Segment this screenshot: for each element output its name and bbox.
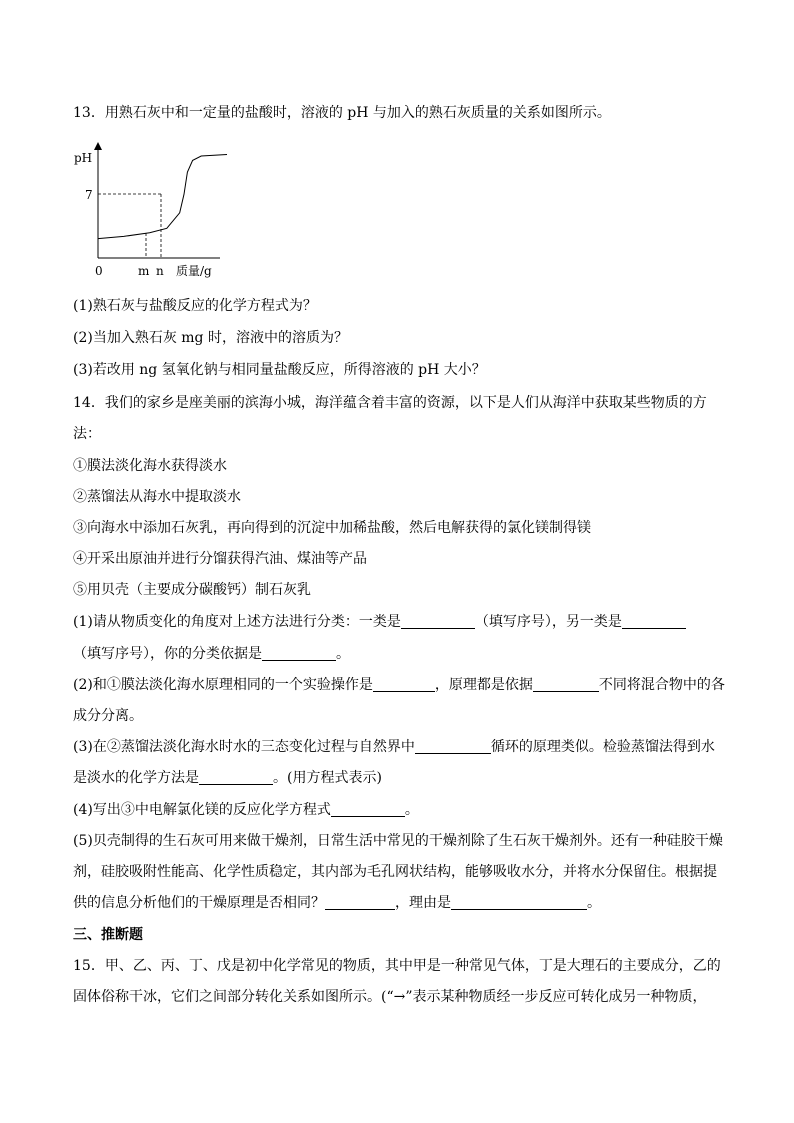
q15-line2: 固体俗称干冰，它们之间部分转化关系如图所示。(“→”表示某种物质经一步反应可转化成另一种物质， xyxy=(73,989,707,1005)
text: (4)写出③中电解氯化镁的反应化学方程式 xyxy=(73,802,331,818)
ph-chart xyxy=(70,138,230,286)
q13-sub2: (2)当加入熟石灰 mg 时，溶液中的溶质为？ xyxy=(73,330,348,346)
q14-part4 xyxy=(73,800,419,820)
q14-part3-line2 xyxy=(73,768,382,788)
text: (2)和①膜法淡化海水原理相同的一个实验操作是 xyxy=(73,677,373,693)
ph-curve xyxy=(98,155,227,239)
text: (1)请从物质变化的角度对上述方法进行分类：一类是 xyxy=(73,614,401,630)
answer-blank[interactable] xyxy=(622,614,686,629)
text: 。 xyxy=(404,802,419,818)
text: ，理由是 xyxy=(395,895,451,911)
y-axis-arrow xyxy=(94,142,102,150)
q15-line1: 15．甲、乙、丙、丁、戊是初中化学常见的物质，其中甲是一种常见气体，丁是大理石的主要成分，乙的 xyxy=(73,958,721,974)
q14-stem-line1: 14．我们的家乡是座美丽的滨海小城，海洋蕴含着丰富的资源，以下是人们从海洋中获取某些物质的方 xyxy=(73,395,707,411)
answer-blank[interactable] xyxy=(373,677,435,692)
text: 。 xyxy=(336,646,350,662)
q14-part1-line2 xyxy=(73,644,350,664)
q14-part2-line2: 成分分离。 xyxy=(73,708,143,724)
text: 不同将混合物中的各 xyxy=(598,677,725,693)
method-4: ④开采出原油并进行分馏获得汽油、煤油等产品 xyxy=(73,551,367,567)
text: 是淡水的化学方法是 xyxy=(73,770,199,786)
y-axis-label: pH xyxy=(74,151,93,165)
q13-stem: 13．用熟石灰中和一定量的盐酸时，溶液的 pH 与加入的熟石灰质量的关系如图所示。 xyxy=(73,105,611,121)
answer-blank[interactable] xyxy=(451,895,587,910)
section-title: 三、推断题 xyxy=(73,927,143,943)
method-3: ③向海水中添加石灰乳，再向得到的沉淀中加稀盐酸，然后电解获得的氯化镁制得镁 xyxy=(73,520,591,536)
answer-blank[interactable] xyxy=(533,677,599,692)
q14-part5-line2: 剂，硅胶吸附性能高、化学性质稳定，其内部为毛孔网状结构，能够吸收水分，并将水分保留住。根据提 xyxy=(73,864,717,880)
text: (3)在②蒸馏法淡化海水时水的三态变化过程与自然界中 xyxy=(73,739,415,755)
method-5: ⑤用贝壳（主要成分碳酸钙）制石灰乳 xyxy=(73,582,311,598)
answer-blank[interactable] xyxy=(262,646,336,661)
text: （填写序号），你的分类依据是 xyxy=(73,646,262,662)
answer-blank[interactable] xyxy=(199,770,273,785)
text: 。(用方程式表示) xyxy=(273,770,382,786)
q13-sub1: (1)熟石灰与盐酸反应的化学方程式为？ xyxy=(73,298,317,314)
q14-part5-line3 xyxy=(73,893,601,913)
q13-sub3: (3)若改用 ng 氢氧化钠与相同量盐酸反应，所得溶液的 pH 大小？ xyxy=(73,362,486,378)
q14-part5-line1: (5)贝壳制得的生石灰可用来做干燥剂，日常生活中常见的干燥剂除了生石灰干燥剂外。还有一种硅胶干燥 xyxy=(73,833,723,849)
q14-stem-line2: 法： xyxy=(73,426,101,442)
text: 循环的原理类似。检验蒸馏法得到水 xyxy=(490,739,715,755)
text: ，原理都是依据 xyxy=(434,677,533,693)
answer-blank[interactable] xyxy=(415,739,491,754)
q14-part3-line1 xyxy=(73,737,715,757)
text: 供的信息分析他们的干燥原理是否相同？ xyxy=(73,895,325,911)
answer-blank[interactable] xyxy=(331,802,405,817)
answer-blank[interactable] xyxy=(325,895,395,910)
text: （填写序号），另一类是 xyxy=(474,614,622,630)
y-marker-label: 7 xyxy=(85,188,93,202)
method-1: ①膜法淡化海水获得淡水 xyxy=(73,458,227,474)
x-marker-label-m: m xyxy=(138,264,150,278)
x-marker-label-n: n xyxy=(156,264,164,278)
x-axis-label: 质量/g xyxy=(176,264,212,278)
q14-part1-line1 xyxy=(73,612,686,632)
method-2: ②蒸馏法从海水中提取淡水 xyxy=(73,489,241,505)
q14-part2-line1 xyxy=(73,675,725,695)
text: 。 xyxy=(587,895,601,911)
origin-label: 0 xyxy=(95,264,103,278)
answer-blank[interactable] xyxy=(401,614,475,629)
